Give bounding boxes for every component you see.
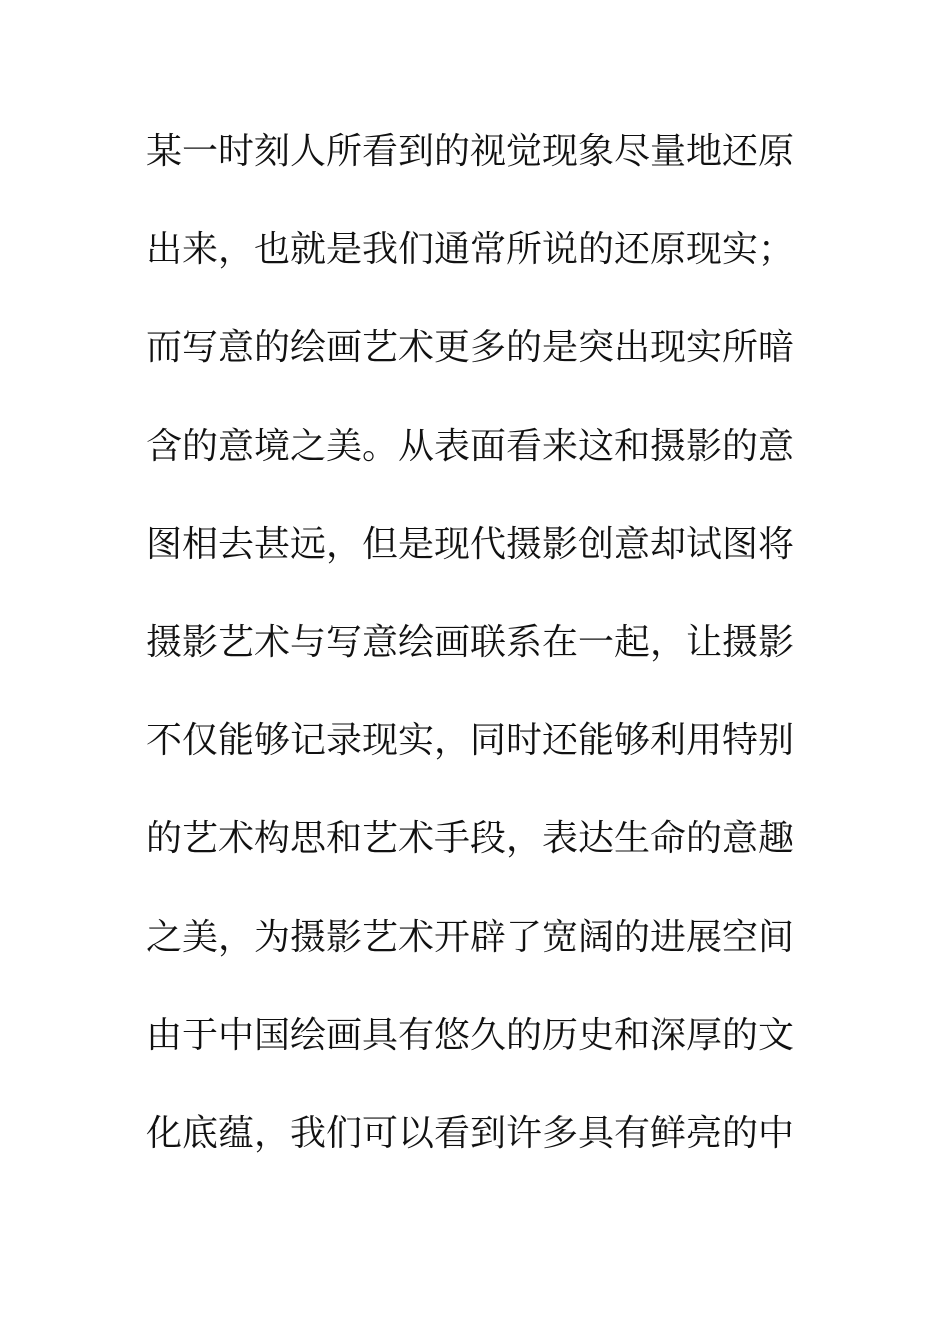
text-line: 某一时刻人所看到的视觉现象尽量地还原 — [146, 131, 795, 172]
text-line: 的艺术构思和艺术手段，表达生命的意趣 — [146, 818, 795, 860]
text-line: 出来，也就是我们通常所说的还原现实； — [146, 229, 795, 271]
text-line: 由于中国绘画具有悠久的历史和深厚的文 — [146, 1014, 795, 1056]
text-line: 而写意的绘画艺术更多的是突出现实所暗 — [146, 327, 795, 369]
text-line: 化底蕴，我们可以看到许多具有鲜亮的中 — [146, 1112, 795, 1154]
text-line: 图相去甚远，但是现代摄影创意却试图将 — [146, 523, 795, 565]
text-line: 摄影艺术与写意绘画联系在一起，让摄影 — [146, 621, 795, 663]
text-line: 不仅能够记录现实，同时还能够利用特别 — [146, 720, 795, 762]
text-line: 含的意境之美。从表面看来这和摄影的意 — [146, 425, 795, 467]
body-text — [146, 128, 826, 1208]
text-line: 之美，为摄影艺术开辟了宽阔的进展空间 — [146, 916, 795, 958]
